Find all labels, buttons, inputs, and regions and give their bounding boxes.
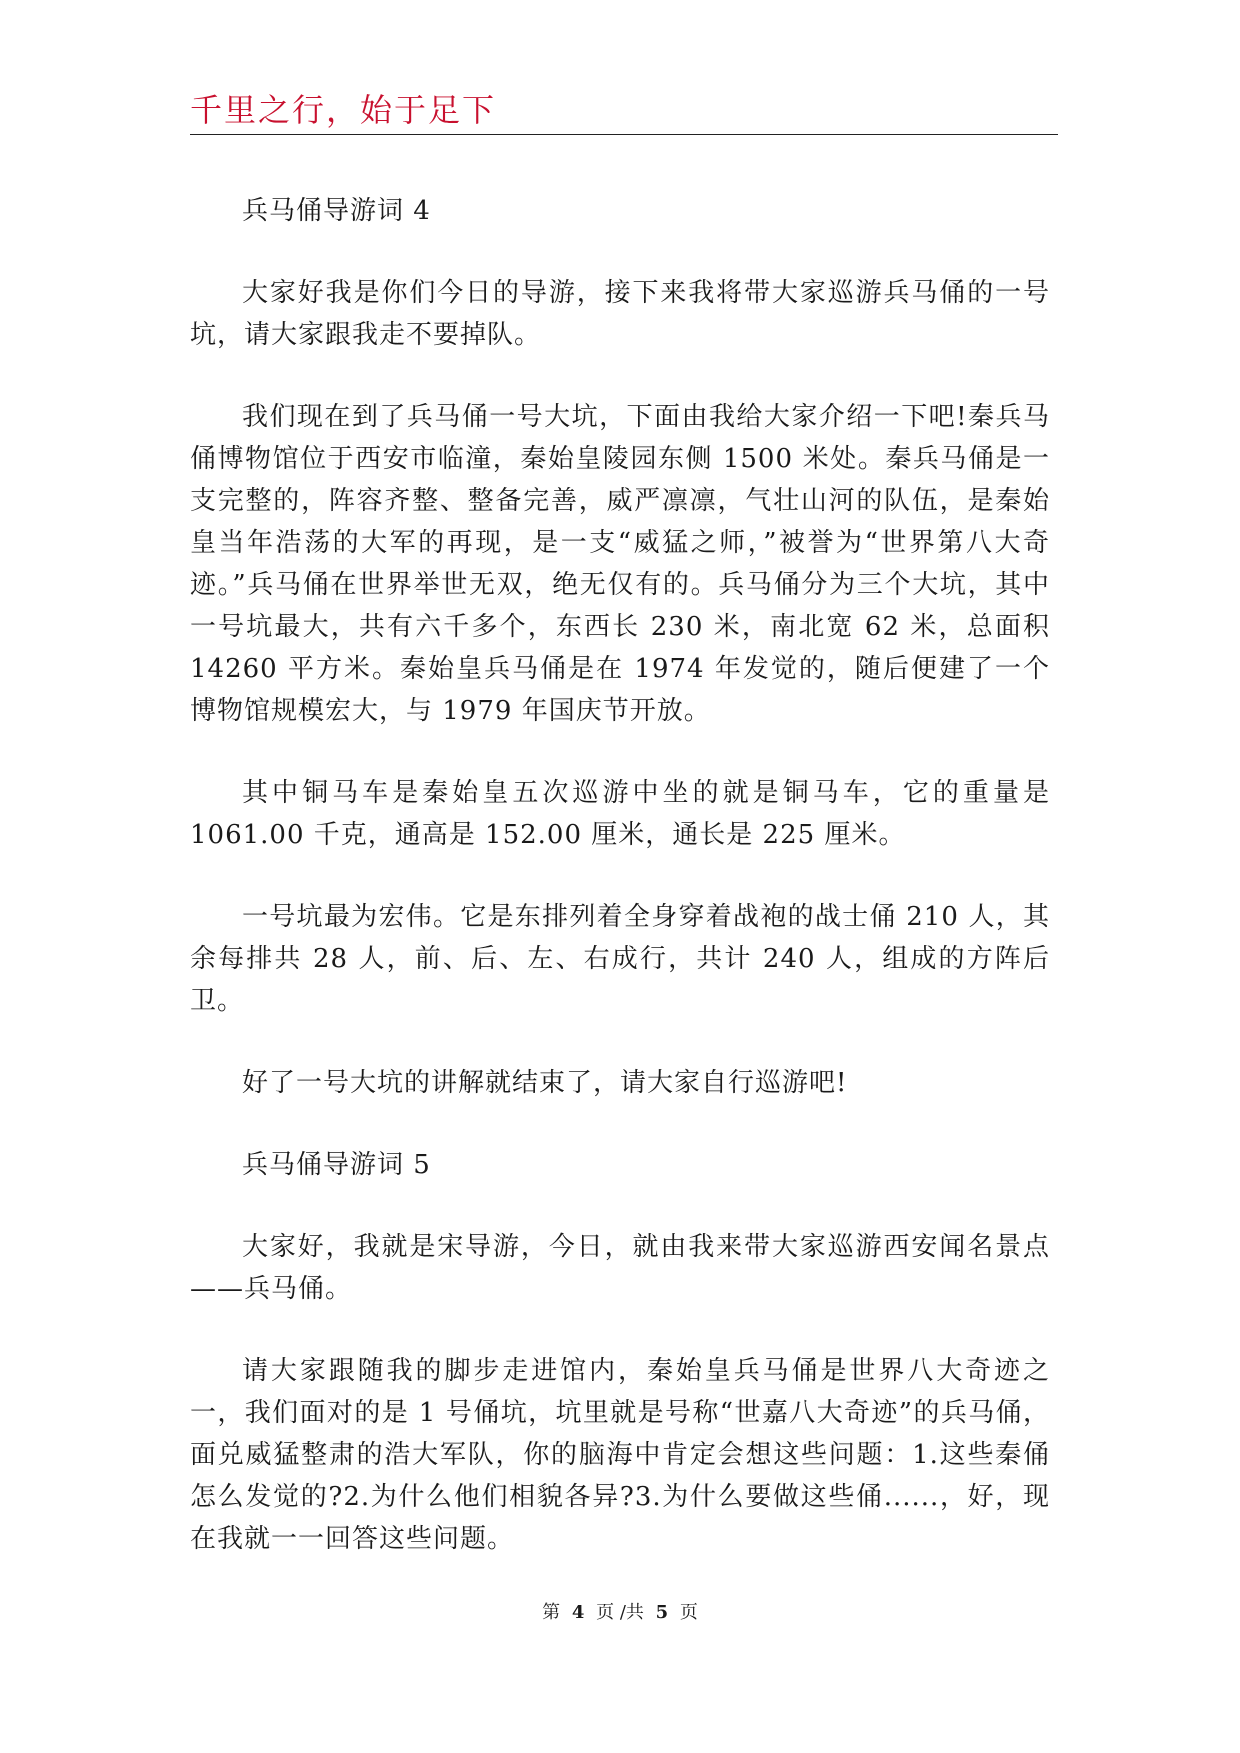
header-divider [190,134,1058,135]
paragraph: 我们现在到了兵马俑一号大坑，下面由我给大家介绍一下吧!秦兵马俑博物馆位于西安市临潼，秦始皇陵园东侧 1500 米处。秦兵马俑是一支完整的，阵容齐整、整备完善，威严凛凛，气壮山河的队伍，是秦始皇当年浩荡的大军的再现，是一支“威猛之师，”被誉为“世界第八大奇迹。”兵马俑在世界举世无双，绝无仅有的。兵马俑分为三个大坑，其中一号坑最大，共有六千多个，东西长 230 米，南北宽 62 米，总面积 14260 平方米。秦始皇兵马俑是在 1974 年发觉的，随后便建了一个博物馆规模宏大，与 1979 年国庆节开放。 [190,402,1050,726]
paragraph: 其中铜马车是秦始皇五次巡游中坐的就是铜马车，它的重量是 1061.00 千克，通高是 152.00 厘米，通长是 225 厘米。 [190,778,1050,850]
header-title: 千里之行，始于足下 [190,91,497,129]
document-body [190,190,1050,1600]
total-page-number: 5 [655,1602,669,1623]
paragraph: 好了一号大坑的讲解就结束了，请大家自行巡游吧! [242,1068,848,1098]
page-header [190,86,1058,134]
paragraph: 一号坑最为宏伟。它是东排列着全身穿着战袍的战士俑 210 人，其余每排共 28 人，前、后、左、右成行，共计 240 人，组成的方阵后卫。 [190,902,1050,1016]
page-footer [0,1600,1240,1626]
paragraph: 大家好我是你们今日的导游，接下来我将带大家巡游兵马俑的一号坑，请大家跟我走不要掉队。 [190,278,1050,350]
footer-middle: 页 /共 [596,1602,644,1623]
paragraph: 请大家跟随我的脚步走进馆内，秦始皇兵马俑是世界八大奇迹之一，我们面对的是 1 号俑坑，坑里就是号称“世嘉八大奇迹”的兵马俑，面兑威猛整肃的浩大军队，你的脑海中肯定会想这些问题：1.这些秦俑怎么发觉的?2.为什么他们相貌各异?3.为什么要做这些俑......，好，现在我就一一回答这些问题。 [190,1356,1050,1554]
footer-prefix: 第 [542,1602,561,1623]
footer-suffix: 页 [679,1602,698,1623]
section-heading-4: 兵马俑导游词 4 [242,196,431,226]
section-heading-5: 兵马俑导游词 5 [242,1150,431,1180]
current-page-number: 4 [571,1602,585,1623]
paragraph: 大家好，我就是宋导游，今日，就由我来带大家巡游西安闻名景点——兵马俑。 [190,1232,1050,1304]
